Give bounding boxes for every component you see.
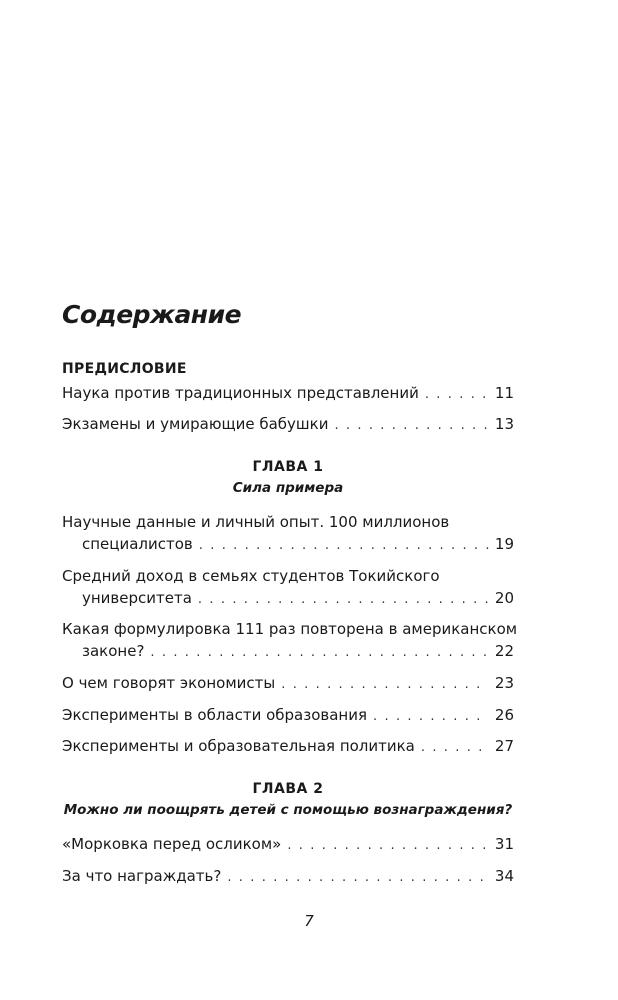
chapter-heading <box>62 457 514 499</box>
toc-entry[interactable] <box>62 413 514 437</box>
toc-entry-title: Научные данные и личный опыт. 100 миллионов <box>62 513 450 531</box>
toc-entry-page: 22 <box>494 642 514 660</box>
dot-leader <box>421 737 489 759</box>
toc-entry-page: 31 <box>494 835 514 853</box>
chapter-name: Сила примера <box>232 480 344 496</box>
toc-entry-title: О чем говорят экономисты <box>62 674 276 692</box>
chapter-heading <box>62 779 514 821</box>
toc-entry[interactable] <box>62 865 514 889</box>
preface-heading: ПРЕДИСЛОВИЕ <box>62 361 187 377</box>
toc-entry[interactable] <box>62 833 514 857</box>
dot-leader <box>373 706 489 728</box>
toc-entry-title: Эксперименты и образовательная политика <box>62 737 415 755</box>
toc-entry-page: 19 <box>494 535 514 553</box>
toc-entry-title: За что награждать? <box>62 867 222 885</box>
toc-entry[interactable] <box>62 565 514 611</box>
page-title: Содержание <box>62 300 242 329</box>
dot-leader <box>227 867 489 889</box>
dot-leader <box>287 835 489 857</box>
toc-entry-page: 20 <box>494 589 514 607</box>
chapter-name: Можно ли поощрять детей с помощью вознаграждения? <box>63 802 513 818</box>
dot-leader <box>198 589 489 611</box>
toc-entry-title: Какая формулировка 111 раз повторена в американском <box>62 620 518 638</box>
dot-leader <box>199 535 489 557</box>
toc-entry[interactable] <box>62 704 514 728</box>
toc-entry[interactable] <box>62 511 514 557</box>
toc-entry-title: Наука против традиционных представлений <box>62 384 419 402</box>
toc-entry-title-continued: университета <box>82 589 192 607</box>
toc-entry[interactable] <box>62 382 514 406</box>
toc-entry-page: 11 <box>494 384 514 402</box>
chapter-number: ГЛАВА 2 <box>252 781 324 797</box>
toc-entry-title: Средний доход в семьях студентов Токийского <box>62 567 440 585</box>
toc-entry-title: Экзамены и умирающие бабушки <box>62 415 329 433</box>
dot-leader <box>281 674 489 696</box>
toc-entry[interactable] <box>62 672 514 696</box>
chapter-number: ГЛАВА 1 <box>252 459 324 475</box>
toc-entry-title-continued: специалистов <box>82 535 193 553</box>
dot-leader <box>425 384 489 406</box>
toc-entry-page: 23 <box>494 674 514 692</box>
page-number: 7 <box>304 912 314 930</box>
toc-entry-page: 26 <box>494 706 514 724</box>
toc-entry-title: «Морковка перед осликом» <box>62 835 282 853</box>
toc-entry-title: Эксперименты в области образования <box>62 706 368 724</box>
dot-leader <box>334 415 488 437</box>
toc-entry-page: 13 <box>494 415 514 433</box>
toc-entry-title-continued: законе? <box>82 642 145 660</box>
dot-leader <box>150 642 489 664</box>
toc-entry[interactable] <box>62 735 514 759</box>
toc-entry[interactable] <box>62 618 518 664</box>
toc-entry-page: 27 <box>494 737 514 755</box>
toc-entry-page: 34 <box>494 867 514 885</box>
